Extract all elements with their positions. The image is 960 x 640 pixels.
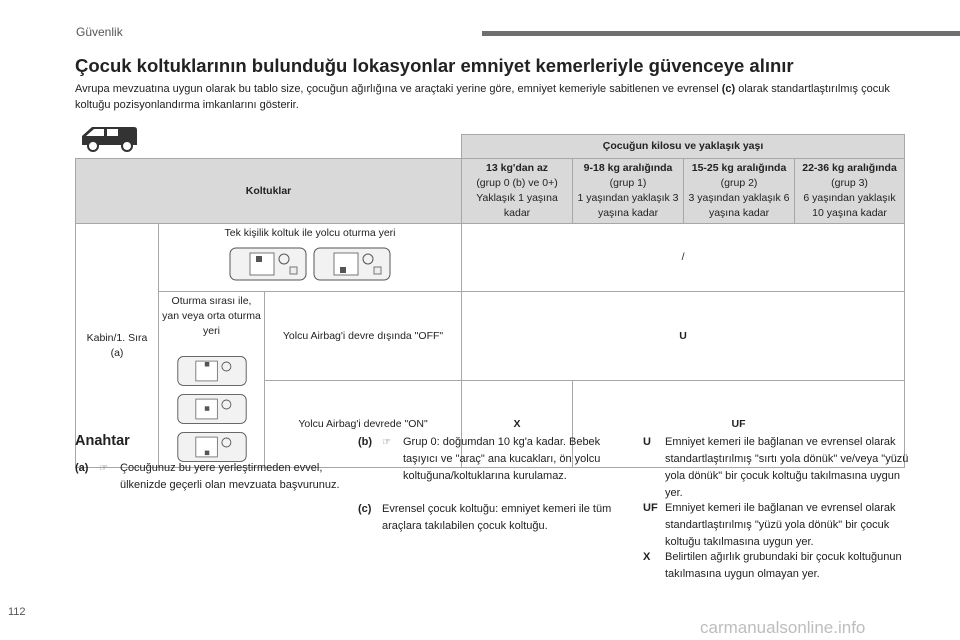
col-group-3: 22-36 kg aralığında (grup 3) 6 yaşından yaklaşık 10 yaşına kadar bbox=[795, 159, 905, 224]
key-tag-x: X bbox=[643, 551, 651, 563]
key-tag-b: (b) bbox=[358, 436, 373, 448]
airbag-on-label: Yolcu Airbag'i devrede "ON" bbox=[265, 381, 462, 468]
key-tag-a: (a) bbox=[75, 462, 89, 474]
key-note-u bbox=[643, 434, 909, 502]
intro-text bbox=[75, 82, 905, 113]
key-tag-c: (c) bbox=[358, 503, 372, 515]
seats-header: Koltuklar bbox=[76, 159, 462, 224]
key-text-b: Grup 0: doğumdan 10 kg'a kadar. Bebek taşıyıcı ve "araç" ana kucakları, ön yolcu koltuğuna/koltuklarına kurulamaz. bbox=[403, 436, 601, 482]
arrow-right-icon: ☞ bbox=[382, 437, 391, 448]
key-text-x: Belirtilen ağırlık grubundaki bir çocuk koltuğunun takılmasına uygun olmayan yer. bbox=[665, 551, 902, 580]
group-header: Çocuğun kilosu ve yaklaşık yaşı bbox=[462, 135, 905, 159]
key-note-b bbox=[358, 434, 628, 485]
intro-part1: Avrupa mevzuatına uygun olarak bu tablo size, çocuğun ağırlığına ve araçtaki yerine göre, emniyet kemeriyle sabitlenen ve evrensel bbox=[75, 83, 719, 95]
airbag-off-label: Yolcu Airbag'i devre dışında "OFF" bbox=[265, 292, 462, 381]
key-note-x bbox=[643, 549, 909, 583]
car-top-view-icon bbox=[312, 245, 392, 283]
intro-ref-c: (c) bbox=[721, 83, 736, 95]
key-title: Anahtar bbox=[75, 433, 130, 449]
child-seat-table bbox=[75, 134, 905, 468]
key-text-u: Emniyet kemeri ile bağlanan ve evrensel olarak standartlaştırılmış "sırtı yola dönük" ve/veya "yüzü yola dönük" bir çocuk koltuğu takılmasına uygun yer. bbox=[665, 436, 909, 499]
key-text-a: Çocuğunuz bu yere yerleştirmeden evvel, ülkenizde geçerli olan mevzuata başvurunuz. bbox=[120, 462, 340, 491]
airbag-on-value-rest: UF bbox=[573, 381, 905, 468]
col-group-2: 15-25 kg aralığında (grup 2) 3 yaşından yaklaşık 6 yaşına kadar bbox=[684, 159, 795, 224]
key-note-a bbox=[75, 460, 345, 494]
key-text-c: Evrensel çocuk koltuğu: emniyet kemeri ile tüm araçlara takılabilen çocuk koltuğu. bbox=[382, 503, 612, 532]
section-divider bbox=[482, 31, 960, 36]
page-title: Çocuk koltuklarının bulunduğu lokasyonlar emniyet kemerleriyle güvenceye alınır bbox=[75, 55, 794, 76]
single-seat-value: / bbox=[462, 224, 905, 292]
key-tag-u: U bbox=[643, 436, 651, 448]
page-number: 112 bbox=[8, 606, 26, 618]
single-seat-label: Tek kişilik koltuk ile yolcu oturma yeri bbox=[224, 227, 396, 239]
car-top-view-icon bbox=[176, 391, 248, 427]
intro-part2: olarak standartlaştırılmış çocuk koltuğu pozisyonlandırma imkanlarını gösterir. bbox=[75, 83, 890, 111]
car-top-view-icon bbox=[176, 353, 248, 389]
arrow-right-icon: ☞ bbox=[99, 463, 108, 474]
car-top-view-icon bbox=[228, 245, 308, 283]
key-tag-uf: UF bbox=[643, 502, 658, 514]
bench-seat-label: Oturma sırası ile, yan veya orta oturma yeri bbox=[162, 295, 261, 337]
row-label-cell: Kabin/1. Sıra (a) bbox=[76, 224, 159, 468]
key-text-uf: Emniyet kemeri ile bağlanan ve evrensel olarak standartlaştırılmış "yüzü yola dönük" bir çocuk koltuğu takılmasına uygun yer. bbox=[665, 502, 896, 548]
single-seat-cell bbox=[159, 224, 462, 292]
bench-seat-cell bbox=[159, 292, 265, 468]
airbag-off-value: U bbox=[462, 292, 905, 381]
section-label: Güvenlik bbox=[76, 25, 123, 39]
col-group-0: 13 kg'dan az (grup 0 (b) ve 0+) Yaklaşık 1 yaşına kadar bbox=[462, 159, 573, 224]
key-note-c bbox=[358, 501, 628, 535]
airbag-on-value-group0: X bbox=[462, 381, 573, 468]
col-group-1: 9-18 kg aralığında (grup 1) 1 yaşından yaklaşık 3 yaşına kadar bbox=[573, 159, 684, 224]
key-note-uf bbox=[643, 500, 909, 551]
watermark: carmanualsonline.info bbox=[700, 618, 866, 637]
